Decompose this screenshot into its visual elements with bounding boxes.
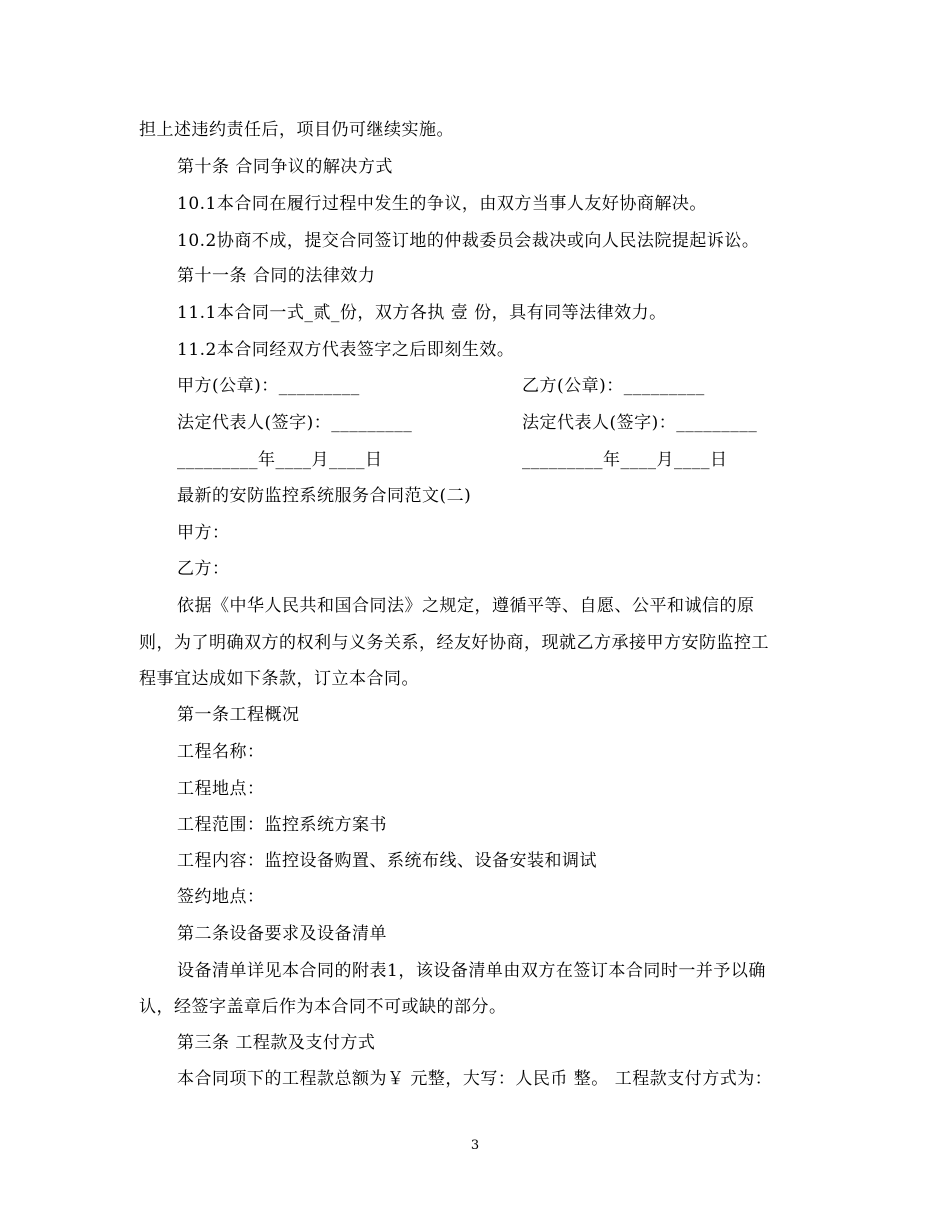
project-location-field: 工程地点： xyxy=(177,779,265,799)
project-scope-field: 工程范围：监控系统方案书 xyxy=(177,815,387,835)
party-a-label: 甲方： xyxy=(177,523,230,543)
party-b-seal-field: 乙方(公章)：_________ xyxy=(522,376,705,396)
paragraph-line: 本合同项下的工程款总额为￥ 元整，大写：人民币 整。 工程款支付方式为： xyxy=(177,1069,773,1089)
paragraph-line: 程事宜达成如下条款，订立本合同。 xyxy=(139,669,419,689)
signing-location-field: 签约地点： xyxy=(177,887,265,907)
article-heading: 第十条 合同争议的解决方式 xyxy=(177,157,393,177)
clause-line: 10.1本合同在履行过程中发生的争议，由双方当事人友好协商解决。 xyxy=(177,194,707,214)
article-heading: 第二条设备要求及设备清单 xyxy=(177,924,387,944)
party-b-representative-field: 法定代表人(签字)：_________ xyxy=(522,413,758,433)
party-a-date-field: _________年____月____日 xyxy=(177,450,383,470)
paragraph-line: 担上述违约责任后，项目仍可继续实施。 xyxy=(139,120,454,140)
project-content-field: 工程内容：监控设备购置、系统布线、设备安装和调试 xyxy=(177,851,597,871)
paragraph-line: 设备清单详见本合同的附表1，该设备清单由双方在签订本合同时一并予以确 xyxy=(177,961,766,981)
party-a-seal-field: 甲方(公章)：_________ xyxy=(177,376,360,396)
paragraph-line: 则，为了明确双方的权利与义务关系，经友好协商，现就乙方承接甲方安防监控工 xyxy=(139,633,769,653)
article-heading: 第十一条 合同的法律效力 xyxy=(177,266,376,286)
project-name-field: 工程名称： xyxy=(177,742,265,762)
clause-line: 11.1本合同一式_贰_份，双方各执 壹 份，具有同等法律效力。 xyxy=(177,303,667,323)
party-b-label: 乙方： xyxy=(177,559,230,579)
section-title: 最新的安防监控系统服务合同范文(二) xyxy=(177,486,472,506)
paragraph-line: 认，经签字盖章后作为本合同不可或缺的部分。 xyxy=(139,997,507,1017)
article-heading: 第一条工程概况 xyxy=(177,705,300,725)
party-a-representative-field: 法定代表人(签字)：_________ xyxy=(177,413,413,433)
article-heading: 第三条 工程款及支付方式 xyxy=(177,1033,376,1053)
paragraph-line: 依据《中华人民共和国合同法》之规定，遵循平等、自愿、公平和诚信的原 xyxy=(177,596,755,616)
party-b-date-field: _________年____月____日 xyxy=(522,450,728,470)
clause-line: 11.2本合同经双方代表签字之后即刻生效。 xyxy=(177,340,515,360)
clause-line: 10.2协商不成，提交合同签订地的仲裁委员会裁决或向人民法院提起诉讼。 xyxy=(177,231,760,251)
page-number: 3 xyxy=(470,1138,480,1153)
